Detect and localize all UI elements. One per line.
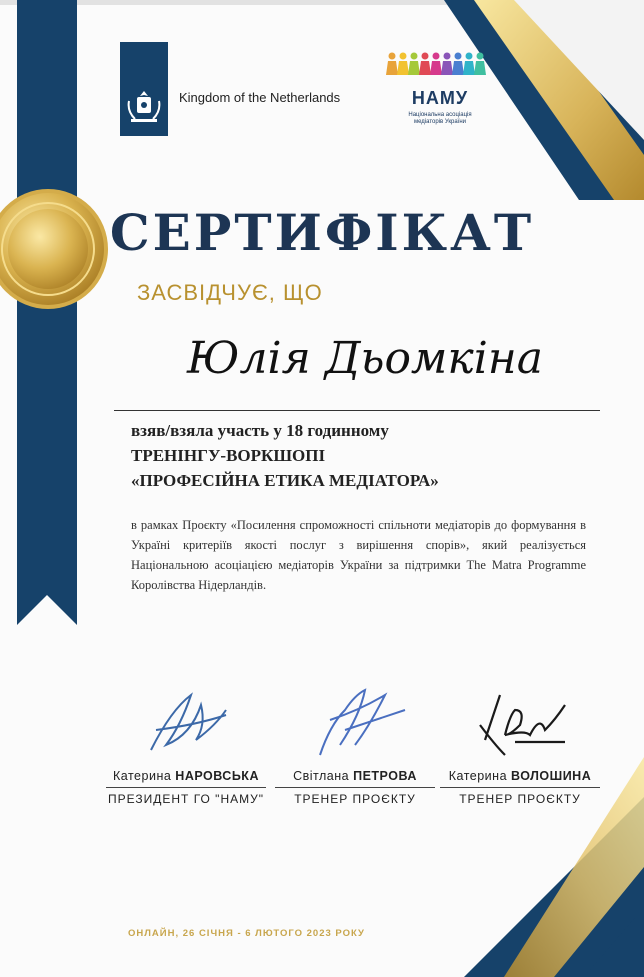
left-ribbon (17, 0, 77, 625)
namu-title: НАМУ (411, 88, 469, 108)
signature-block-voloshyna (440, 680, 600, 806)
event-date-footer: ОНЛАЙН, 26 СІЧНЯ - 6 ЛЮТОГО 2023 РОКУ (128, 928, 365, 939)
signer-first-name: Світлана (293, 769, 350, 783)
namu-logo (384, 50, 496, 135)
participation-text: взяв/взяла участь у 18 годинному (131, 421, 389, 440)
signature-icon (121, 680, 251, 765)
signer-first-name: Катерина (113, 769, 172, 783)
certificate-subtitle: ЗАСВІДЧУЄ, ЩО (137, 280, 323, 305)
training-title: «ПРОФЕСІЙНА ЕТИКА МЕДІАТОРА» (131, 471, 439, 490)
signature-line (440, 787, 600, 788)
signer-last-name: ПЕТРОВА (353, 769, 417, 783)
certificate-title: СЕРТИФІКАТ (109, 203, 535, 262)
signature-icon (455, 680, 585, 765)
recipient-name: Юлія Дьомкіна (187, 333, 543, 384)
netherlands-text: Kingdom of the Netherlands (179, 90, 341, 105)
signer-last-name: ВОЛОШИНА (511, 769, 592, 783)
signer-role: ТРЕНЕР ПРОЄКТУ (294, 792, 416, 806)
namu-subtitle: Національна асоціація медіаторів України (408, 112, 472, 125)
netherlands-logo (120, 42, 168, 136)
signer-first-name: Катерина (448, 769, 508, 783)
royal-crest-icon (123, 87, 165, 129)
people-icon (384, 50, 496, 90)
signature-block-petrova (275, 680, 435, 806)
signature-block-narovska (106, 680, 266, 806)
signer-role: ПРЕЗИДЕНТ ГО "НАМУ" (107, 792, 264, 806)
signature-line (275, 787, 435, 788)
signer-role: ТРЕНЕР ПРОЄКТУ (459, 792, 581, 806)
signature-line (106, 787, 266, 788)
name-underline (114, 410, 600, 411)
training-type: ТРЕНІНГУ-ВОРКШОПІ (131, 446, 326, 465)
project-description: в рамках Проєкту «Посилення спроможності спільноти медіаторів до формування в Україні критеріїв якості послуг з вирішення спорів», який реалізується Національною асоціацією медіаторів України за підтримки The Matra Programme Королівства Нідерландів. (131, 518, 586, 592)
signer-last-name: НАРОВСЬКА (175, 769, 259, 783)
signature-icon (290, 680, 420, 765)
